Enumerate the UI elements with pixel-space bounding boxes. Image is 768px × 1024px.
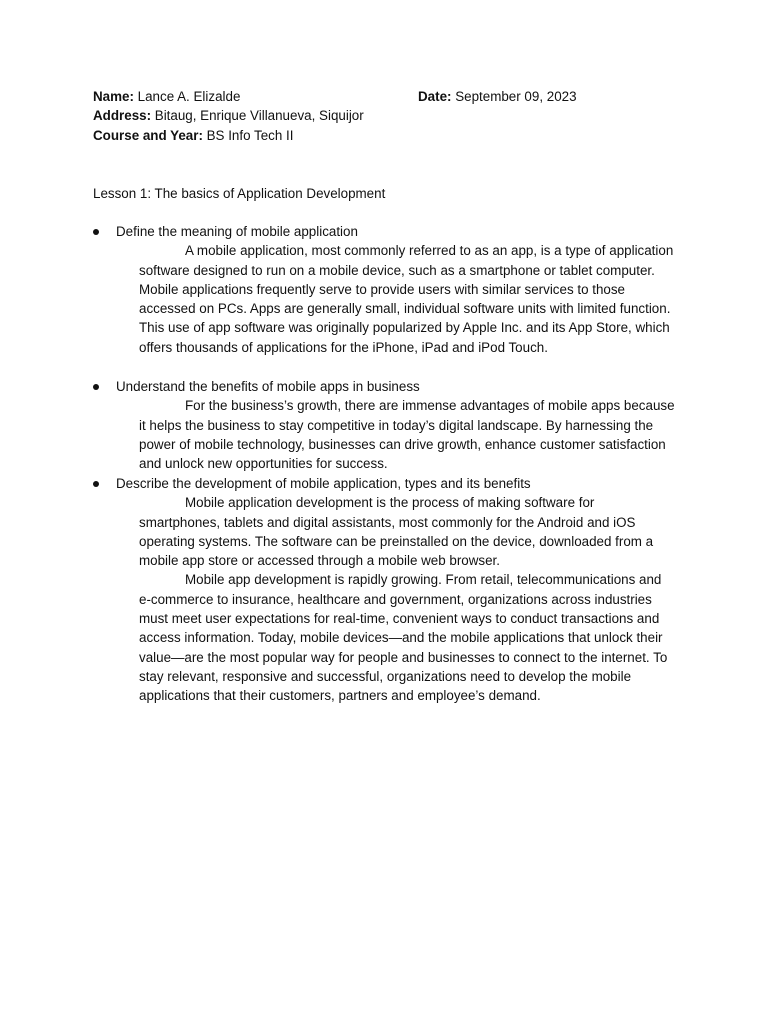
bullet-icon: [93, 229, 99, 235]
name-label: Name:: [93, 89, 134, 104]
bullet-icon: [93, 384, 99, 390]
bullet-heading-row: [93, 474, 683, 493]
name-line: [93, 87, 240, 106]
list-item: [93, 222, 683, 357]
date-value: September 09, 2023: [451, 89, 577, 104]
course-label: Course and Year:: [93, 128, 203, 143]
date-label: Date:: [418, 89, 452, 104]
address-line: [93, 106, 364, 125]
name-value: Lance A. Elizalde: [133, 89, 241, 104]
date-line: [418, 87, 577, 106]
bullet-heading-row: [93, 222, 683, 241]
lesson-title: Lesson 1: The basics of Application Development: [93, 186, 386, 201]
bullet-heading: Define the meaning of mobile application: [116, 224, 358, 239]
course-line: [93, 126, 293, 145]
address-value: Bitaug, Enrique Villanueva, Siquijor: [151, 108, 364, 123]
body-paragraph: For the business’s growth, there are immense advantages of mobile apps because it helps the business to stay competitive in today’s digital landscape. By harnessing the power of mobile technology, businesses can drive growth, enhance customer satisfaction and unlock new opportunities for success.: [139, 398, 675, 472]
body-paragraph: A mobile application, most commonly referred to as an app, is a type of application software designed to run on a mobile device, such as a smartphone or tablet computer. Mobile applications frequently serve to provide users with similar services to those accessed on PCs. Apps are generally small, individual software units with limited function. This use of app software was originally popularized by Apple Inc. and its App Store, which offers thousands of applications for the iPhone, iPad and iPod Touch.: [139, 243, 674, 355]
bullet-heading: Describe the development of mobile application, types and its benefits: [116, 476, 531, 491]
course-value: BS Info Tech II: [202, 128, 294, 143]
list-item: [93, 377, 683, 473]
bullet-icon: [93, 481, 99, 487]
bullet-heading-row: [93, 377, 683, 396]
bullet-heading: Understand the benefits of mobile apps in business: [116, 379, 420, 394]
address-label: Address:: [93, 108, 152, 123]
body-paragraph: Mobile application development is the process of making software for smartphones, tablets and digital assistants, most commonly for the Android and iOS operating systems. The software can be preinstalled on the device, downloaded from a mobile app store or accessed through a mobile web browser.: [139, 495, 654, 569]
list-item: [93, 474, 683, 706]
body-paragraph: Mobile app development is rapidly growing. From retail, telecommunications and e-commerce to insurance, healthcare and government, organizations across industries must meet user expectations for real-time, convenient ways to conduct transactions and access information. Today, mobile devices—and the mobile applications that unlock their value—are the most popular way for people and businesses to connect to the internet. To stay relevant, responsive and successful, organizations need to develop the mobile applications that their customers, partners and employee’s demand.: [139, 572, 668, 704]
